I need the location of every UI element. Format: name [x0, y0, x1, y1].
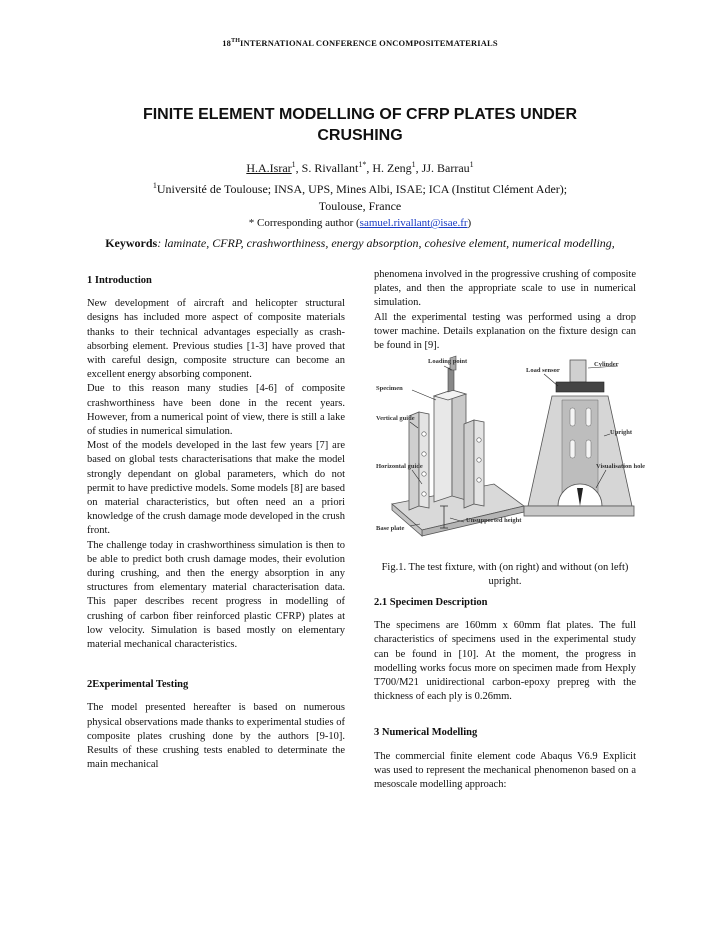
label-load-sensor: Load sensor [526, 367, 560, 374]
author-4-sup: 1 [469, 160, 474, 169]
section-2-1-paragraph: The specimens are 160mm x 60mm flat plates. The full characteristics of specimens used in the experimental study can be found in [10]. At the moment, the progress in modelling works focus more on specimen made from Hexply T700/M21 unidirectional carbon-epoxy prepreg with the thickness of each ply is 0.26mm. [374, 620, 636, 703]
corresponding-author [0, 215, 720, 232]
affiliation-line-1 [0, 177, 720, 198]
figure-1 [374, 356, 646, 544]
intro-paragraph: Most of the models developed in the last few years [7] are based on global tests characterisations that make the model strongly dependant on global parameters, which do not permit to have predictive models. Some models [8] are based on material characteristics, but often need an a priori knowledge of the crush damage mode developed in the crush front. [87, 440, 345, 537]
author-1-sup: 1 [291, 160, 296, 169]
section-2-continued: phenomena involved in the progressive crushing of composite plates, and then the appropriate scale to use in numerical simulation. [374, 269, 636, 309]
section-2-paragraph: The model presented hereafter is based on numerous physical observations made thanks to experimental studies of composite plates crushing done by the authors [9-10]. Results of these crushing tests enabled to determinate the main mechanical [87, 702, 345, 771]
right-column-top [374, 268, 636, 353]
label-specimen: Specimen [376, 385, 403, 392]
affiliation-text: Université de Toulouse; INSA, UPS, Mines Albi, ISAE; ICA (Institut Clément Ader); [156, 182, 568, 196]
author-3-sup: 1 [411, 160, 416, 169]
label-base-plate: Base plate [376, 525, 405, 532]
author-block [0, 156, 720, 232]
header-superscript: TH [231, 38, 241, 45]
fixture-without-upright [392, 356, 524, 536]
keywords-text: : laminate, CFRP, crashworthiness, energy absorption, cohesive element, numerical modelling, [157, 236, 615, 250]
label-upright: Upright [610, 429, 633, 436]
intro-paragraph: New development of aircraft and helicopter structural designs has included more aspect of composite materials thanks to their technical advantages especially as crash-absorbing element. Previous studies [1-3] have proved that with careful design, composite structure can become an excellent energy absorbing component. [87, 298, 345, 381]
affiliation-line-2: Toulouse, France [318, 199, 402, 213]
label-visualisation-hole: Visualisation hole [596, 463, 646, 470]
label-vertical-guide: Vertical guide [376, 415, 415, 422]
section-2-1-heading: 2.1 Specimen Description [374, 597, 488, 608]
figure-1-caption: Fig.1. The test fixture, with (on right) and without (on left) upright. [381, 562, 629, 587]
paper-title: FINITE ELEMENT MODELLING OF CFRP PLATES UNDER CRUSHING [142, 106, 578, 144]
affiliation-sup: 1 [152, 181, 157, 190]
corresponding-prefix: * Corresponding author ( [248, 217, 360, 229]
author-3: , H. Zeng [366, 161, 412, 175]
label-loading-point: Loading point [428, 358, 468, 365]
fixture-with-upright [524, 360, 634, 516]
author-line [0, 156, 720, 177]
keywords [100, 235, 620, 251]
running-header [0, 38, 720, 48]
header-conference: INTERNATIONAL CONFERENCE ONCOMPOSITEMATERIALS [240, 38, 498, 48]
label-cylinder: Cylinder [594, 361, 619, 368]
header-number: 18 [222, 38, 232, 48]
corresponding-suffix: ) [467, 217, 472, 229]
author-2: , S. Rivallant [295, 161, 359, 175]
author-2-sup: 1* [358, 160, 367, 169]
intro-paragraph: The challenge today in crashworthiness simulation is then to be able to predict both crush damage modes, their evolution during crushing, and then the energy absorption in any structures from elementary material characterisation data. This paper describes recent progress in modelling of crushing of carbon fiber reinforced plastic CFRP) plates at low velocity. Simulation is based mostly on elementary material mechanical characteristics. [87, 539, 345, 651]
author-4: , JJ. Barrau [415, 161, 470, 175]
section-3-heading: 3 Numerical Modelling [374, 727, 478, 739]
test-fixture-illustration [374, 356, 646, 544]
label-horizontal-guide: Horizontal guide [376, 463, 423, 470]
section-1-heading: 1 Introduction [87, 275, 152, 286]
section-3-paragraph: The commercial finite element code Abaqus V6.9 Explicit was used to represent the mechanical phenomenon based on a mesoscale modelling approach: [374, 750, 636, 791]
section-2-paragraph-2: All the experimental testing was performed using a drop tower machine. Details explanation on the fixture design can be found in [9]. [374, 311, 636, 352]
corresponding-email-link[interactable]: samuel.rivallant@isae.fr [359, 217, 468, 229]
intro-paragraph: Due to this reason many studies [4-6] of composite crashworthiness have been done in the recent years. However, from a numerical point of view, there is still a lake of studies in numerical simulation. [87, 383, 345, 438]
label-unsupported-height: Unsupported height [466, 517, 522, 524]
keywords-label: Keywords [105, 236, 158, 250]
author-1: H.A.Israr [246, 161, 292, 175]
right-column-bottom [374, 596, 636, 792]
left-column [87, 274, 345, 773]
section-2-heading: 2Experimental Testing [87, 679, 189, 691]
